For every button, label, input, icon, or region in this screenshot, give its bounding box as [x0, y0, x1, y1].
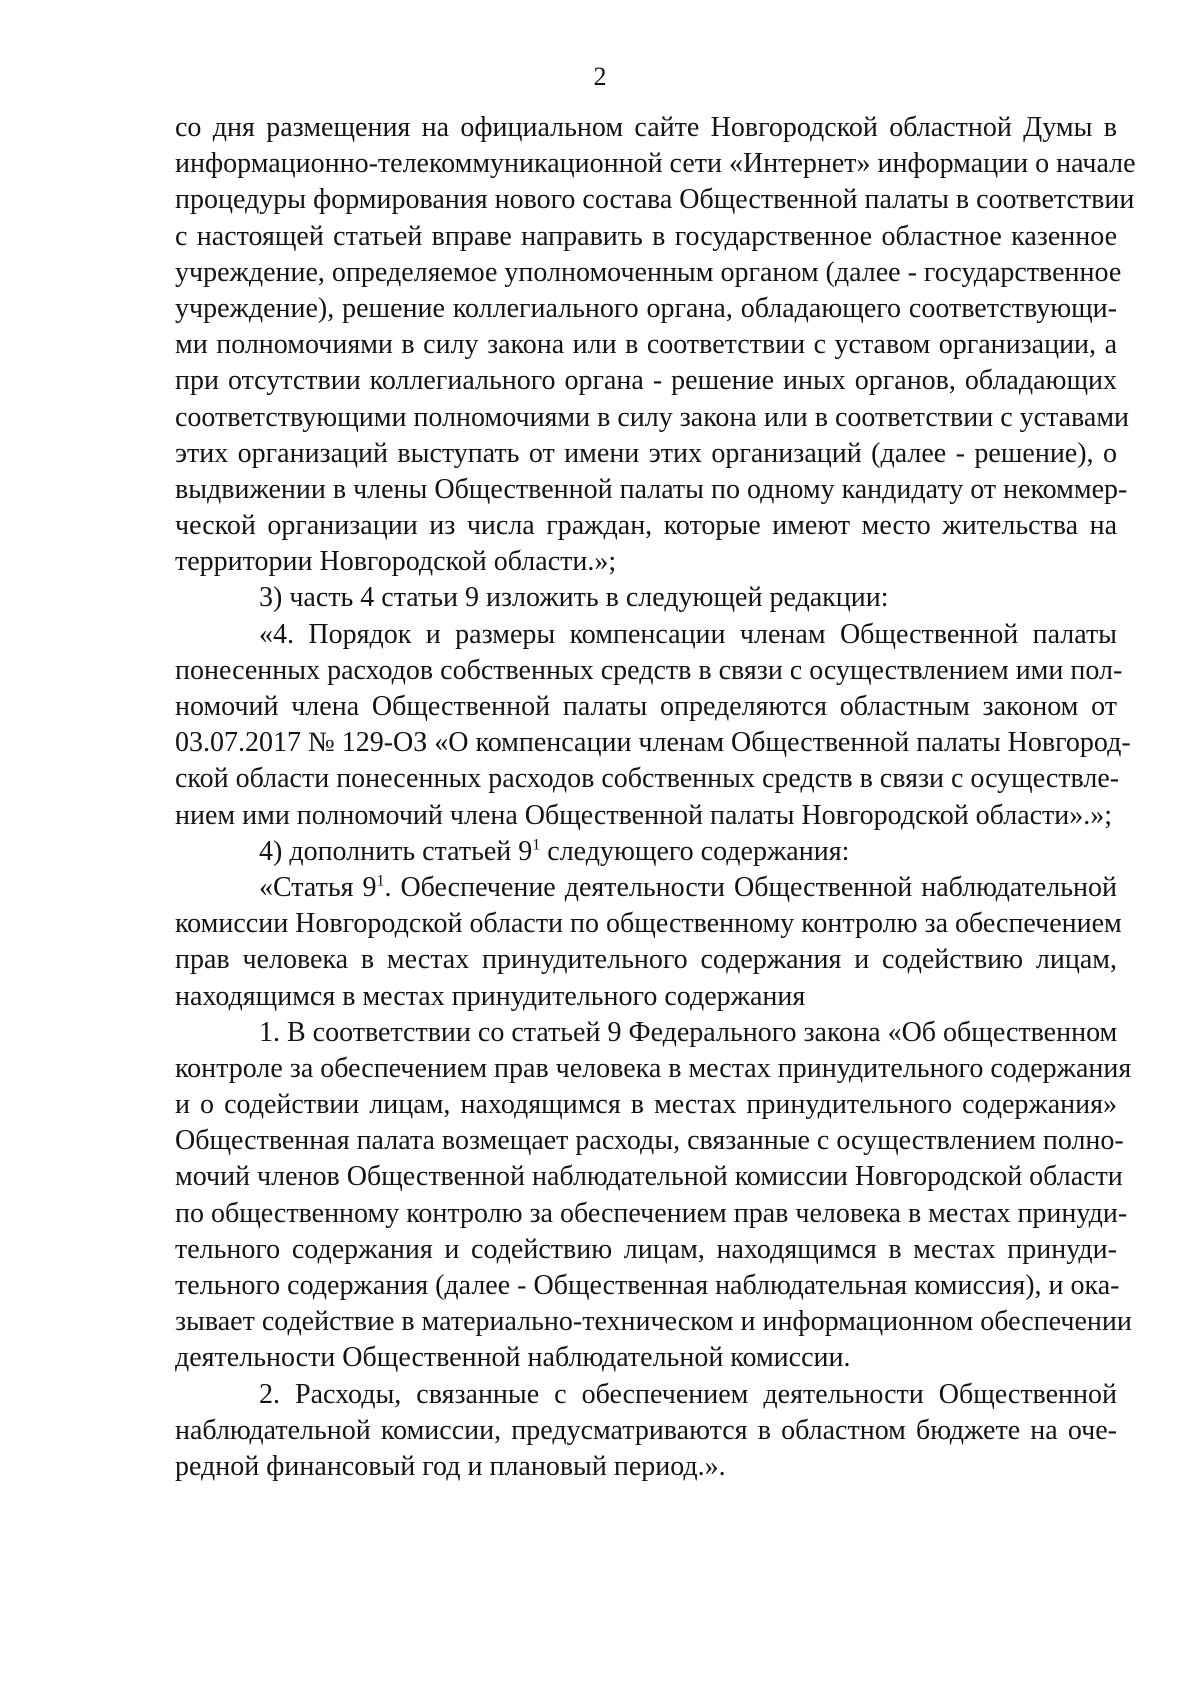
text-line: ческой организации из числа граждан, которые имеют место жительства на	[175, 510, 1117, 542]
text-line: ми полномочиями в силу закона или в соответствии с уставом организации, а	[175, 329, 1117, 361]
paragraph-item-3	[175, 580, 1117, 616]
paragraph-clause-2	[175, 1377, 1117, 1486]
paragraph-item-4	[175, 834, 1117, 870]
text-line: соответствующими полномочиями в силу закона или в соответствии с уставами	[175, 401, 1130, 433]
text-line: учреждение, определяемое уполномоченным органом (далее - государственное	[175, 256, 1122, 288]
text-fragment: «Статья 9	[259, 871, 377, 903]
document-body	[175, 110, 1136, 1485]
text-line: ской области понесенных расходов собственных средств в связи с осуществле-	[175, 763, 1120, 795]
paragraph-compensation	[175, 617, 1131, 834]
text-line: процедуры формирования нового состава Общественной палаты в соответствии	[175, 184, 1135, 216]
text-line: комиссии Новгородской области по общественному контролю за обеспечением	[175, 908, 1122, 940]
text-line: учреждение), решение коллегиального органа, обладающего соответствующи-	[175, 292, 1117, 324]
text-line: деятельности Общественной наблюдательной комиссии.	[175, 1342, 851, 1374]
text-line: 3) часть 4 статьи 9 изложить в следующей редакции:	[259, 582, 889, 614]
text-line: зывает содействие в материально-техническом и информационном обеспечении	[175, 1306, 1132, 1338]
text-line: тельного содержания (далее - Общественная наблюдательная комиссия), и ока-	[175, 1270, 1120, 1301]
text-line: выдвижении в члены Общественной палаты по одному кандидату от некоммер-	[175, 473, 1128, 505]
text-line: Общественная палата возмещает расходы, связанные с осуществлением полно-	[175, 1125, 1124, 1157]
text-line: при отсутствии коллегиального органа - решение иных органов, обладающих	[175, 365, 1117, 397]
text-line: по общественному контролю за обеспечением прав человека в местах принуди-	[175, 1197, 1128, 1229]
text-line: 1. В соответствии со статьей 9 Федерального закона «Об общественном	[259, 1016, 1118, 1048]
paragraph-nomination-procedure	[175, 110, 1136, 580]
text-line: мочий членов Общественной наблюдательной комиссии Новгородской области	[175, 1161, 1123, 1193]
text-line: территории Новгородской области.»;	[175, 546, 617, 578]
text-line: нием ими полномочий члена Общественной палаты Новгородской области».»;	[175, 799, 1113, 831]
text-line: «4. Порядок и размеры компенсации членам Общественной палаты	[259, 618, 1117, 650]
text-line: и о содействии лицам, находящимся в местах принудительного содержания»	[175, 1089, 1117, 1121]
text-line: со дня размещения на официальном сайте Новгородской областной Думы в	[175, 112, 1117, 143]
text-line: 2. Расходы, связанные с обеспечением деятельности Общественной	[259, 1378, 1117, 1410]
text-line	[175, 870, 1117, 906]
text-line	[175, 834, 1117, 870]
text-fragment: следующего содержания:	[547, 835, 850, 867]
text-line: контроле за обеспечением прав человека в местах принудительного содержания	[175, 1052, 1132, 1084]
paragraph-article-heading	[175, 870, 1122, 1015]
text-line: этих организаций выступать от имени этих организаций (далее - решение), о	[175, 437, 1117, 469]
text-line: наблюдательной комиссии, предусматриваются в областном бюджете на оче-	[175, 1414, 1117, 1446]
text-line: с настоящей статьей вправе направить в государственное областное казенное	[175, 220, 1117, 252]
text-fragment: 4) дополнить статьей 9	[259, 835, 533, 867]
text-line: прав человека в местах принудительного содержания и содействию лицам,	[175, 944, 1117, 976]
superscript: 1	[376, 872, 385, 890]
text-line: редной финансовый год и плановый период.».	[175, 1450, 726, 1482]
text-line: находящимся в местах принудительного содержания	[175, 980, 806, 1012]
text-line: понесенных расходов собственных средств в связи с осуществлением ими пол-	[175, 654, 1123, 686]
text-line: информационно-телекоммуникационной сети «Интернет» информации о начале	[175, 148, 1136, 180]
superscript: 1	[532, 836, 541, 854]
text-line: номочий члена Общественной палаты определяются областным законом от	[175, 691, 1117, 722]
text-line: тельного содержания и содействию лицам, находящимся в местах принуди-	[175, 1233, 1117, 1265]
text-line: 03.07.2017 № 129-ОЗ «О компенсации членам Общественной палаты Новгород-	[175, 727, 1131, 759]
page-number: 2	[593, 62, 607, 91]
text-fragment: . Обеспечение деятельности Общественной наблюдательной	[384, 871, 1117, 903]
paragraph-clause-1	[175, 1015, 1132, 1377]
